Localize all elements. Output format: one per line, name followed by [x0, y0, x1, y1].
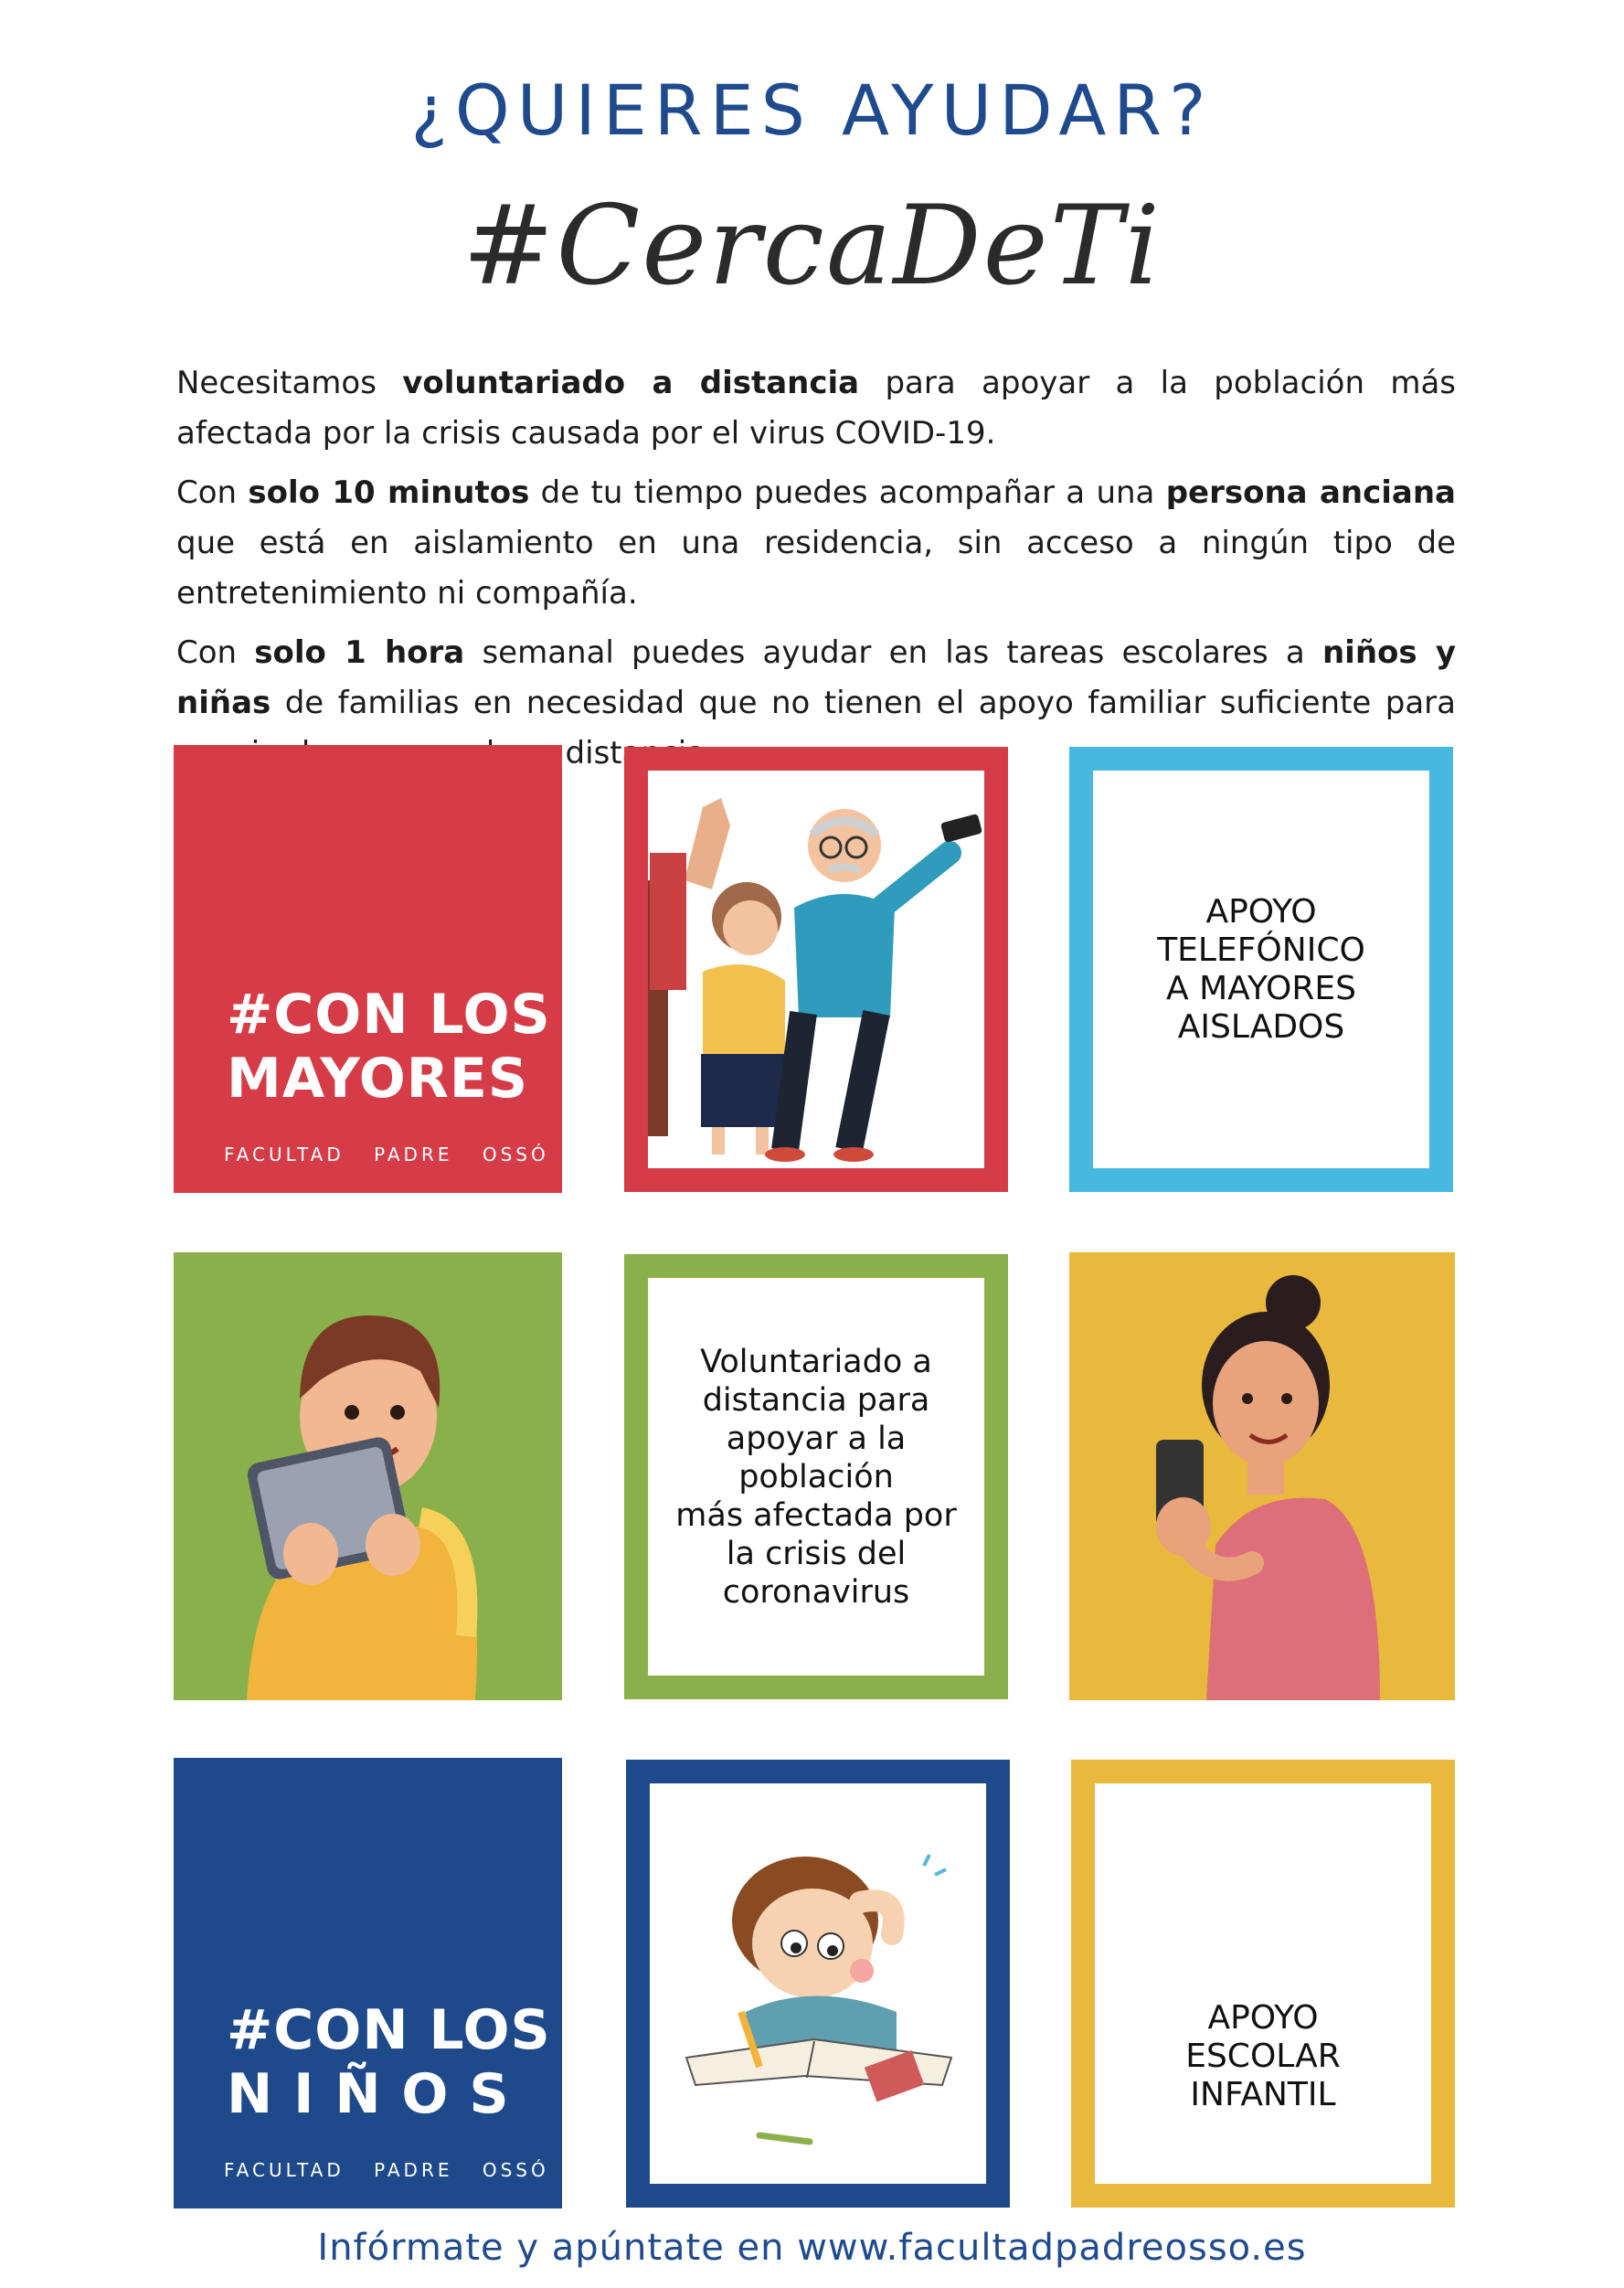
tile-voluntariado	[624, 1254, 1008, 1699]
text-run: Necesitamos	[176, 365, 403, 401]
tile-con-los-mayores	[174, 745, 562, 1193]
tile-text-line: coronavirus	[722, 1573, 910, 1611]
tile-text-line: INFANTIL	[1190, 2076, 1336, 2113]
page-title: ¿QUIERES AYUDAR?	[410, 69, 1214, 151]
tile-child-homework-illustration	[626, 1760, 1010, 2208]
tile-boy-tablet-illustration	[174, 1252, 562, 1700]
tile-heading	[174, 983, 562, 1111]
tile-subtitle: FACULTAD PADRE OSSÓ	[224, 1144, 549, 1165]
tile-heading-line: N I Ñ O S	[227, 2062, 510, 2126]
bold-run: niños y niñas	[176, 634, 1457, 721]
tile-text-line: ESCOLAR	[1185, 2038, 1341, 2075]
text-run: Con	[176, 474, 249, 511]
tile-heading	[174, 1998, 562, 2126]
tile-text-line: apoyar a la población	[726, 1420, 907, 1495]
campaign-hashtag: #CercaDeTi	[462, 183, 1162, 310]
child-studying-illustration	[650, 1783, 986, 2184]
tile-apoyo-escolar	[1071, 1760, 1455, 2208]
tile-text	[1176, 1853, 1350, 2114]
tile-subtitle: FACULTAD PADRE OSSÓ	[224, 2159, 549, 2181]
text-run: que está en aislamiento en una residencia, sin acceso a ningún tipo de entretenimiento ni compañía.	[176, 525, 1456, 612]
text-run: de tu tiempo puedes acompañar a una	[529, 474, 1166, 511]
woman-with-phone-illustration	[1069, 1252, 1455, 1700]
tile-text	[1093, 893, 1429, 1047]
intro-paragraph-2	[176, 468, 1456, 619]
intro-text	[176, 358, 1456, 788]
tile-text-line: APOYO	[1207, 1999, 1319, 2037]
bold-run: solo 1 hora	[254, 634, 465, 671]
tile-text-line: Voluntariado a	[700, 1343, 932, 1380]
tile-apoyo-telefonico	[1069, 747, 1453, 1192]
tile-heading-line: MAYORES	[227, 1047, 529, 1111]
tile-text-line: más afectada por	[675, 1496, 957, 1534]
boy-with-tablet-illustration	[174, 1252, 562, 1700]
text-run: semanal puedes ayudar en las tareas escolares a	[464, 634, 1322, 671]
tile-text-line: APOYO TELEFÓNICO	[1157, 892, 1365, 969]
elderly-couple-illustration	[648, 771, 984, 1168]
footer-website-text: Infórmate y apúntate en www.facultadpadreosso.es	[317, 2227, 1307, 2269]
text-run: Con	[176, 634, 255, 671]
bold-run: voluntariado a distancia	[402, 365, 860, 401]
tile-con-los-ninos	[174, 1758, 562, 2208]
text-run: de familias en necesidad que no tienen el apoyo familiar suficiente para	[284, 685, 1456, 721]
tile-heading-line: #CON LOS	[227, 983, 551, 1047]
tile-elderly-selfie-illustration	[624, 747, 1008, 1192]
tile-text	[648, 1343, 984, 1612]
intro-paragraph-1	[176, 358, 1456, 459]
bold-run: solo 10 minutos	[248, 474, 530, 511]
tile-text-line: A MAYORES	[1166, 969, 1356, 1007]
tile-heading-line: #CON LOS	[227, 1998, 551, 2062]
bold-run: persona anciana	[1165, 474, 1457, 511]
tile-text-line: la crisis del	[726, 1535, 907, 1572]
tile-woman-phone-illustration	[1069, 1252, 1455, 1700]
text-run: para apoyar a la población más afectada por la crisis causada por el virus COVID-19.	[176, 365, 1456, 452]
tile-text-line: AISLADOS	[1177, 1007, 1345, 1046]
tile-text-line: distancia para	[702, 1381, 930, 1419]
